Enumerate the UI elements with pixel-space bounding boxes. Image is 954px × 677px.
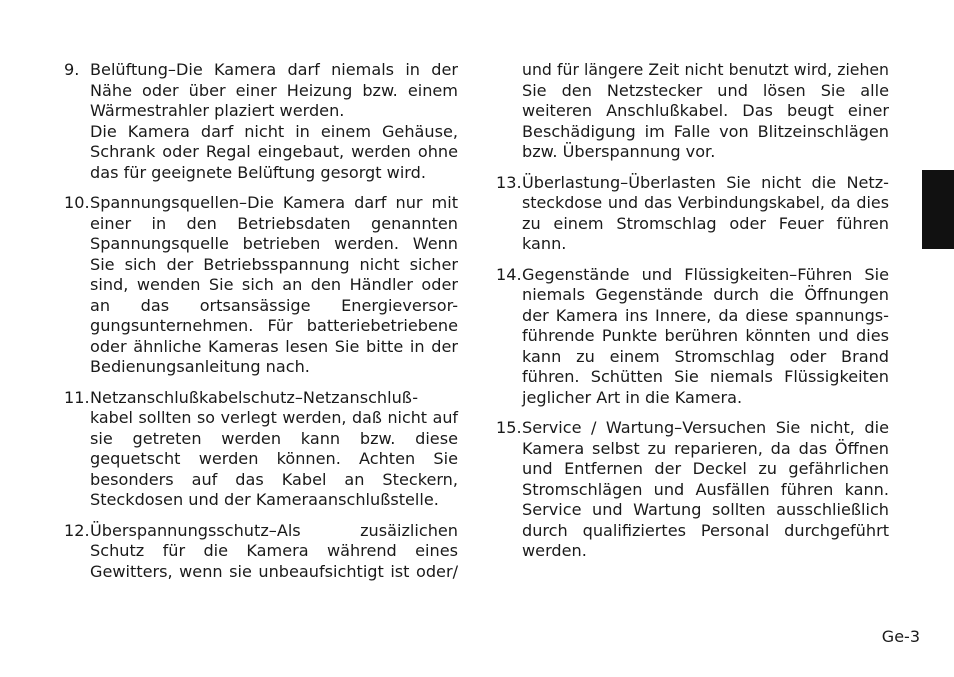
list-item [64,60,458,183]
item-number: 9. [64,60,80,79]
text-line: an das ortsansässige Energieversor- [90,295,458,315]
text-line: weiteren Anschlußkabel. Das beugt einer [522,101,889,120]
right-column [496,60,889,572]
text-line: kann. [522,234,567,253]
text-line: führende Punkte berühren könnten und dies [522,326,889,345]
text-line: Sie sich der Betriebsspannung nicht sicher [90,254,458,274]
continuation-text [496,60,889,163]
text-line: werden. [522,541,587,560]
text-line: Bedienungsanleitung nach. [90,357,310,376]
text-line: Gegenstände und Flüssigkeiten–Führen Sie [522,264,889,284]
list-item [64,193,458,378]
text-line: Netzanschlußkabelschutz–Netzanschluß- [90,387,419,407]
text-line: Spannungsquelle betrieben werden. Wenn [90,234,458,253]
text-line: Service / Wartung–Versuchen Sie nicht, die [522,418,889,437]
text-line: Belüftung–Die Kamera darf niemals in der [90,60,458,79]
text-line: und Entfernen der Deckel zu gefährlichen [522,459,889,478]
text-line: kann zu einem Stromschlag oder Brand [522,346,889,366]
text-line: Gewitters, wenn sie unbeaufsichtigt ist oder/ [90,561,458,581]
text-line: Überlastung–Überlasten Sie nicht die Netz- [522,172,889,192]
text-line: bzw. Überspannung vor. [522,142,716,161]
list-item [496,418,889,562]
text-line: Sie den Netzstecker und lösen Sie alle [522,80,889,100]
text-line: gungsunternehmen. Für batteriebetriebene [90,316,458,335]
text-line: Service und Wartung sollten ausschließlich [522,500,889,519]
list-item [496,173,889,255]
text-line: Beschädigung im Falle von Blitzeinschlägen [522,121,889,141]
text-line: steckdose und das Verbindungskabel, da dies [522,193,889,212]
item-number: 12. [64,520,90,540]
page-number: Ge-3 [881,627,920,646]
text-line: Kamera selbst zu reparieren, da das Öffnen [522,438,889,458]
text-line: zu einem Stromschlag oder Feuer führen [522,213,889,233]
text-line: sie getreten werden kann bzw. diese [90,428,458,448]
text-line: kabel sollten so verlegt werden, daß nicht auf [90,408,458,427]
left-column [64,60,458,592]
text-line: Schutz für die Kamera während eines [90,541,458,560]
text-line: führen. Schütten Sie niemals Flüssigkeiten [522,367,889,386]
section-tab-marker [922,170,954,249]
text-line: der Kamera ins Innere, da diese spannungs- [522,305,889,325]
text-line: oder ähnliche Kameras lesen Sie bitte in der [90,336,458,356]
text-line: sind, wenden Sie sich an den Händler oder [90,275,458,294]
text-line: gequetscht werden können. Achten Sie [90,449,458,468]
text-line: jeglicher Art in die Kamera. [522,387,743,407]
text-line: und für längere Zeit nicht benutzt wird, ziehen [522,60,889,79]
text-line: niemals Gegenstände durch die Öffnungen [522,285,889,304]
item-number: 15. [496,418,522,437]
text-line: Stromschlägen und Ausfällen führen kann. [522,479,889,499]
text-line: Spannungsquellen–Die Kamera darf nur mit [90,193,458,212]
text-line: Schrank oder Regal eingebaut, werden ohne [90,142,458,161]
text-line: Nähe oder über einer Heizung bzw. einem [90,80,458,100]
text-line: Überspannungsschutz–Als zusäizlichen [90,520,458,540]
text-line: Wärmestrahler plaziert werden. [90,101,345,120]
text-line: einer in den Betriebsdaten genannten [90,213,458,233]
text-line: Die Kamera darf nicht in einem Gehäuse, [90,121,458,141]
item-number: 14. [496,264,522,284]
text-line: durch qualifiziertes Personal durchgeführt [522,520,889,540]
text-line: besonders auf das Kabel an Steckern, [90,469,458,489]
item-number: 13. [496,172,522,192]
list-item [496,265,889,409]
list-item [64,521,458,583]
text-line: das für geeignete Belüftung gesorgt wird. [90,162,426,182]
item-number: 11. [64,387,90,407]
text-line: Steckdosen und der Kameraanschlußstelle. [90,490,439,509]
list-item [64,388,458,511]
item-number: 10. [64,193,90,212]
